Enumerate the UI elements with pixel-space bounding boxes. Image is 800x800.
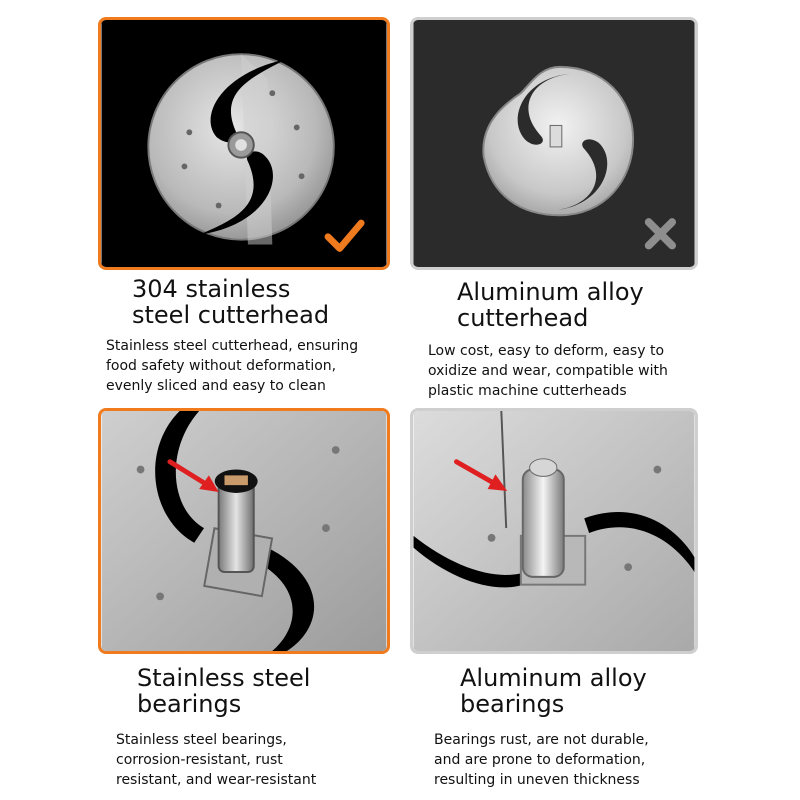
- aluminum-bearings-description: Bearings rust, are not durable, and are prone to deformation, resulting in uneven thickness: [434, 732, 649, 788]
- aluminum-bearings-title: Aluminum alloy bearings: [460, 664, 647, 718]
- aluminum-cutterhead-description: Low cost, easy to deform, easy to oxidize and wear, compatible with plastic machine cutterheads: [428, 343, 668, 399]
- stainless-cutterhead-description: Stainless steel cutterhead, ensuring food safety without deformation, evenly sliced and easy to clean: [106, 338, 359, 394]
- stainless-cutterhead-title: 304 stainless steel cutterhead: [132, 275, 330, 329]
- stainless-bearings-title: Stainless steel bearings: [137, 664, 311, 718]
- aluminum-cutterhead-title: Aluminum alloy cutterhead: [457, 278, 644, 332]
- stainless-bearings-description: Stainless steel bearings, corrosion-resistant, rust resistant, and wear-resistant: [116, 732, 317, 788]
- aluminum-cutterhead-panel: [410, 17, 698, 270]
- stainless-cutterhead-panel: [98, 17, 390, 270]
- stainless-steel-cutterhead-photo: [101, 20, 387, 267]
- aluminum-alloy-cutterhead-photo: [413, 20, 695, 267]
- stainless-steel-bearing-closeup: [101, 411, 387, 651]
- aluminum-alloy-bearing-closeup: [413, 411, 695, 651]
- stainless-bearing-panel: [98, 408, 390, 654]
- aluminum-bearing-panel: [410, 408, 698, 654]
